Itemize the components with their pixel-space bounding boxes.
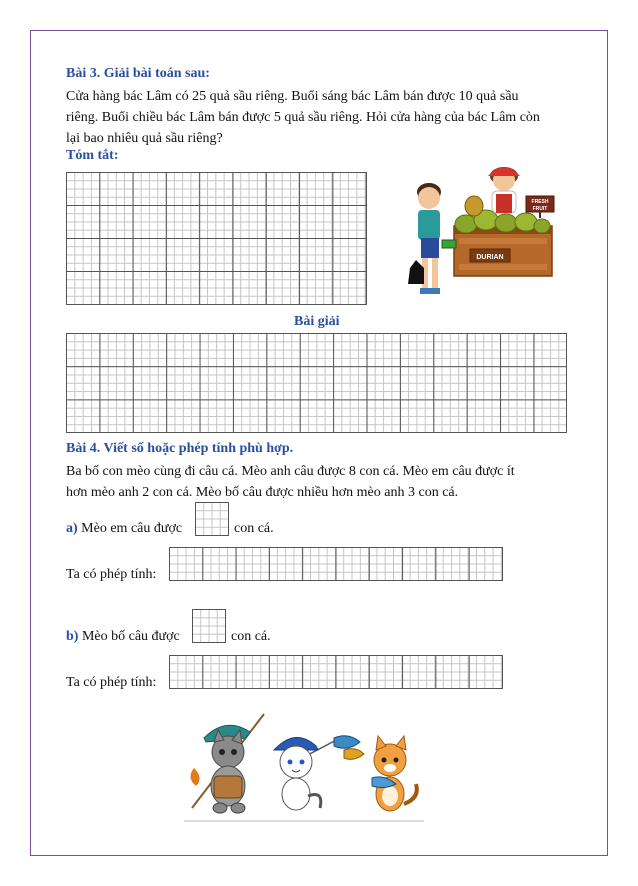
exercise-3-problem: [66, 86, 586, 149]
exercise-4-heading: Bài 4. Viết số hoặc phép tính phù hợp.: [66, 441, 294, 456]
solution-label: Bài giải: [294, 314, 340, 329]
part-b-suffix: con cá.: [231, 629, 271, 644]
durian-shop-illustration: [404, 156, 564, 308]
fishing-cats-illustration: [184, 708, 424, 824]
father-cat: [190, 714, 264, 813]
sign-fresh-text: FRESH: [531, 199, 549, 205]
part-a-suffix: con cá.: [234, 521, 274, 536]
part-a-prompt: [66, 521, 182, 537]
part-b-label: b): [66, 629, 79, 644]
solution-writing-grid[interactable]: [66, 333, 567, 433]
part-b-prompt: [66, 629, 180, 645]
part-b-answer-box[interactable]: [192, 609, 226, 643]
summary-label: Tóm tắt:: [66, 148, 119, 163]
part-a-text: Mèo em câu được: [81, 521, 183, 536]
older-cat: [274, 736, 364, 810]
problem-line-1: Cửa hàng bác Lâm có 25 quả sầu riêng. Buổi sáng bác Lâm bán được 10 quả sầu: [66, 89, 519, 104]
exercise-4-problem: [66, 461, 586, 503]
part-b-calc-label: Ta có phép tính:: [66, 675, 157, 690]
problem-4-line-1: Ba bố con mèo cùng đi câu cá. Mèo anh câu được 8 con cá. Mèo em câu được ít: [66, 464, 515, 479]
problem-4-line-2: hơn mèo anh 2 con cá. Mèo bố câu được nhiều hơn mèo anh 3 con cá.: [66, 485, 459, 500]
part-a-calc-label: Ta có phép tính:: [66, 567, 157, 582]
seller-figure: [488, 167, 520, 213]
problem-line-2: riêng. Buổi chiều bác Lâm bán được 5 quả sầu riêng. Hỏi cửa hàng của bác Lâm còn: [66, 110, 540, 125]
part-a-answer-box[interactable]: [195, 502, 229, 536]
younger-cat: [372, 736, 417, 811]
fruit-stall: [454, 226, 552, 276]
part-b-text: Mèo bố câu được: [81, 629, 180, 644]
part-a-label: a): [66, 521, 78, 536]
boy-figure: [408, 183, 456, 294]
sign-fruit-text: FRUIT: [532, 206, 548, 212]
part-b-calc-grid[interactable]: [169, 655, 503, 689]
exercise-3-heading: Bài 3. Giải bài toán sau:: [66, 66, 210, 81]
part-a-calc-grid[interactable]: [169, 547, 503, 581]
summary-writing-grid[interactable]: [66, 172, 367, 305]
durian-sign-text: DURIAN: [476, 254, 504, 261]
problem-line-3: lại bao nhiêu quả sầu riêng?: [66, 131, 223, 146]
